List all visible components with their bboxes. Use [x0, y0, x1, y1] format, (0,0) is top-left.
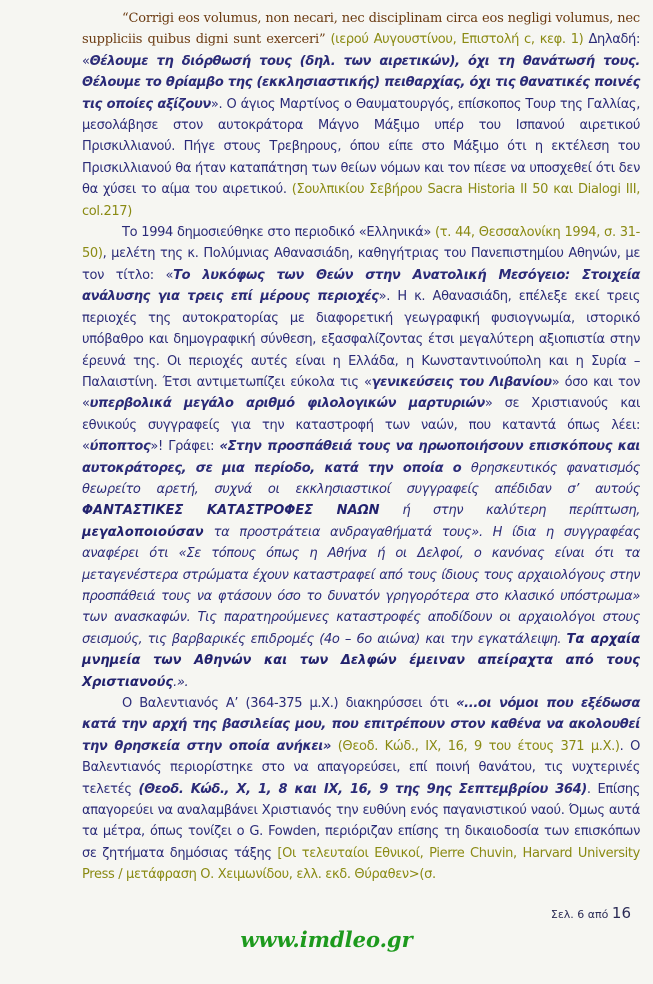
page-number-label: Σελ. 6 από — [550, 907, 609, 921]
emphasis-text: Το λυκόφως των Θεών στην Ανατολική Μεσόγειο: Στοιχεία ανάλυσης για τρεις επί μέρους περιοχές — [82, 267, 640, 305]
strong-emphasis-text: ΦΑΝΤΑΣΤΙΚΕΣ ΚΑΤΑΣΤΡΟΦΕΣ ΝΑΩΝ — [82, 503, 380, 519]
document-body — [82, 0, 640, 886]
citation-text: [Οι τελευταίοι Εθνικοί, Pierre Chuvin, Harvard University Press / μετάφραση Ο. Χειμωνίδου, ελλ. εκδ. Θύραθεν>(σ. — [82, 845, 640, 883]
citation-text: (ιερού Αυγουστίνου, Επιστολή c, κεφ. 1) — [325, 32, 584, 48]
citation-text: (Σουλπικίου Σεβήρου Sacra Historia II 50 και Dialogi III, col.217) — [82, 182, 640, 219]
text-segment: » σε Χριστιανούς και εθνικούς συγγραφείς για την καταστροφή των ναών, που καταντά όπως λέει: « — [82, 396, 640, 455]
emphasis-text: γενικεύσεις του Λιβανίου — [371, 374, 552, 390]
latin-quote: “Corrigi eos volumus, non necari, nec disciplinam circa eos negligi volumus, nec suppliciis quibus digni sunt exerceri” — [82, 11, 640, 48]
text-segment: Ο Βαλεντιανός Α’ (364-375 μ.Χ.) διακηρύσσει ότι — [122, 696, 457, 711]
page-total: 16 — [611, 903, 631, 922]
paragraph — [82, 8, 640, 222]
text-segment: ». Ο άγιος Μαρτίνος ο Θαυματουργός, επίσκοπος Τουρ της Γαλλίας, μεσολάβησε στον αυτοκράτορα Μάγνο Μάξιμο υπέρ του Ισπανού αιρετικού Πρισκιλλιανού. Πήγε στους Τρεβηρους, όπου είπε στο Μάξιμο ότι η εκτέλεση του Πρισκιλλιανού θα ήταν καταπάτηση των θείων νόμων και τον πίεσε να υποσχεθεί ότι δεν θα χύσει το αίμα του αιρετικού. — [82, 96, 640, 198]
page-footer — [0, 904, 653, 984]
paragraph — [82, 222, 640, 693]
text-segment: , μελέτη της κ. Πολύμνιας Αθανασιάδη, καθηγήτριας του Πανεπιστημίου Αθηνών, με τον τίτλο: « — [82, 246, 640, 283]
emphasis-text: Θέλουμε τη διόρθωσή τους (δηλ. των αιρετικών), όχι τη θανάτωσή τους. Θέλουμε το θρίαμβο της (εκκλησιαστικής) πειθαρχίας, όχι τις θανατικές ποινές τις οποίες αξίζουν — [82, 53, 640, 112]
page-number — [0, 904, 653, 924]
emphasis-text: «...οι νόμοι που εξέδωσα κατά την αρχή της βασιλείας μου, που επιτρέπουν στον καθένα να ακολουθεί την θρησκεία στην οποία ανήκει» — [82, 696, 640, 754]
emphasis-text: «Στην προσπάθειά τους να ηρωοποιήσουν επισκόπους και αυτοκράτορες, σε μια περίοδο, κατά την οποία ο — [82, 439, 640, 476]
text-segment: ». Η κ. Αθανασιάδη, επέλεξε εκεί τρεις περιοχές της αυτοκρατορίας με διαφορετική γεωγραφική φυσιογνωμία, ιστορικό υπόβαθρο και δημογραφική σύνθεση, εξασφαλίζοντας έτσι μεγαλύτερη αξιοπιστία στην έρευνά της. Οι περιοχές αυτές είναι η Ελλάδα, η Κωνσταντινούπολη και η Συρία – Παλαιστίνη. Έτσι αντιμετωπίζει εύκολα τις « — [82, 289, 640, 390]
strong-emphasis-text: Τα αρχαία μνημεία των Αθηνών και των Δελφών έμειναν απείραχτα από τους Χριστιανούς — [82, 631, 641, 690]
emphasis-text: ύποπτος — [89, 439, 151, 455]
quote-text: ή στην καλύτερη περίπτωση, — [379, 503, 640, 519]
citation-text: (τ. 44, Θεσσαλονίκη 1994, σ. 31-50) — [82, 225, 640, 262]
text-segment: . Ο Βαλεντιανός περιορίστηκε στο να απαγορεύσει, επί ποινή θανάτου, τις νυχτερινές τελετές — [82, 738, 640, 797]
emphasis-text: (Θεοδ. Κώδ., Χ, 1, 8 και IX, 16, 9 της 9ης Σεπτεμβρίου 364) — [138, 781, 587, 797]
quote-text: θρησκευτικός φανατισμός θεωρείτο αρετή, συχνά οι εκκλησιαστικοί συγγραφείς απέδιδαν σ’ αυτούς — [82, 460, 640, 497]
quote-text: .». — [173, 674, 189, 690]
text-segment: » όσο και τον « — [82, 374, 640, 412]
strong-emphasis-text: μεγαλοποιούσαν — [82, 524, 204, 540]
text-segment: . Επίσης απαγορεύει να αναλαμβάνει Χριστιανός την ευθύνη ενός παγανιστικού ναού. Όμως αυτά τα μέτρα, όπως τονίζει ο G. Fowden, περιόριζαν επίσης τη δικαιοδοσία των επισκόπων σε ζητήματα δημόσιας τάξης — [82, 781, 641, 861]
text-segment: Δηλαδή: « — [82, 32, 640, 69]
emphasis-text: υπερβολικά μεγάλο αριθμό φιλολογικών μαρτυριών — [89, 396, 485, 412]
website-link[interactable]: www.imdleo.gr — [240, 926, 413, 952]
citation-text: (Θεοδ. Κώδ., IX, 16, 9 του έτους 371 μ.Χ.) — [331, 738, 620, 754]
text-segment: Το 1994 δημοσιεύθηκε στο περιοδικό «Ελληνικά» — [122, 225, 436, 241]
paragraph — [82, 693, 640, 886]
quote-text: τα προστράτεια ανδραγαθήματά τους». Η ίδια η συγγραφέας αναφέρει ότι «Σε τόπους όπως η Αθήνα ή οι Δελφοί, ο κανόνας είναι ότι τα μεταγενέστερα στρώματα έχουν καταστραφεί από τους ίδιους τους αρχαιολόγους στην προσπάθειά τους να φτάσουν όσο το δυνατόν γρηγορότερα στο κλασικό υπόστρωμα» των ανασκαφών. Τις παρατηρούμενες καταστροφές αποδίδουν οι αρχαιολόγοι στους σεισμούς, τις βαρβαρικές επιδρομές (4ο – 6ο αιώνα) και την εγκατάλειψη. — [82, 524, 640, 647]
text-segment: »! Γράφει: — [150, 439, 220, 455]
